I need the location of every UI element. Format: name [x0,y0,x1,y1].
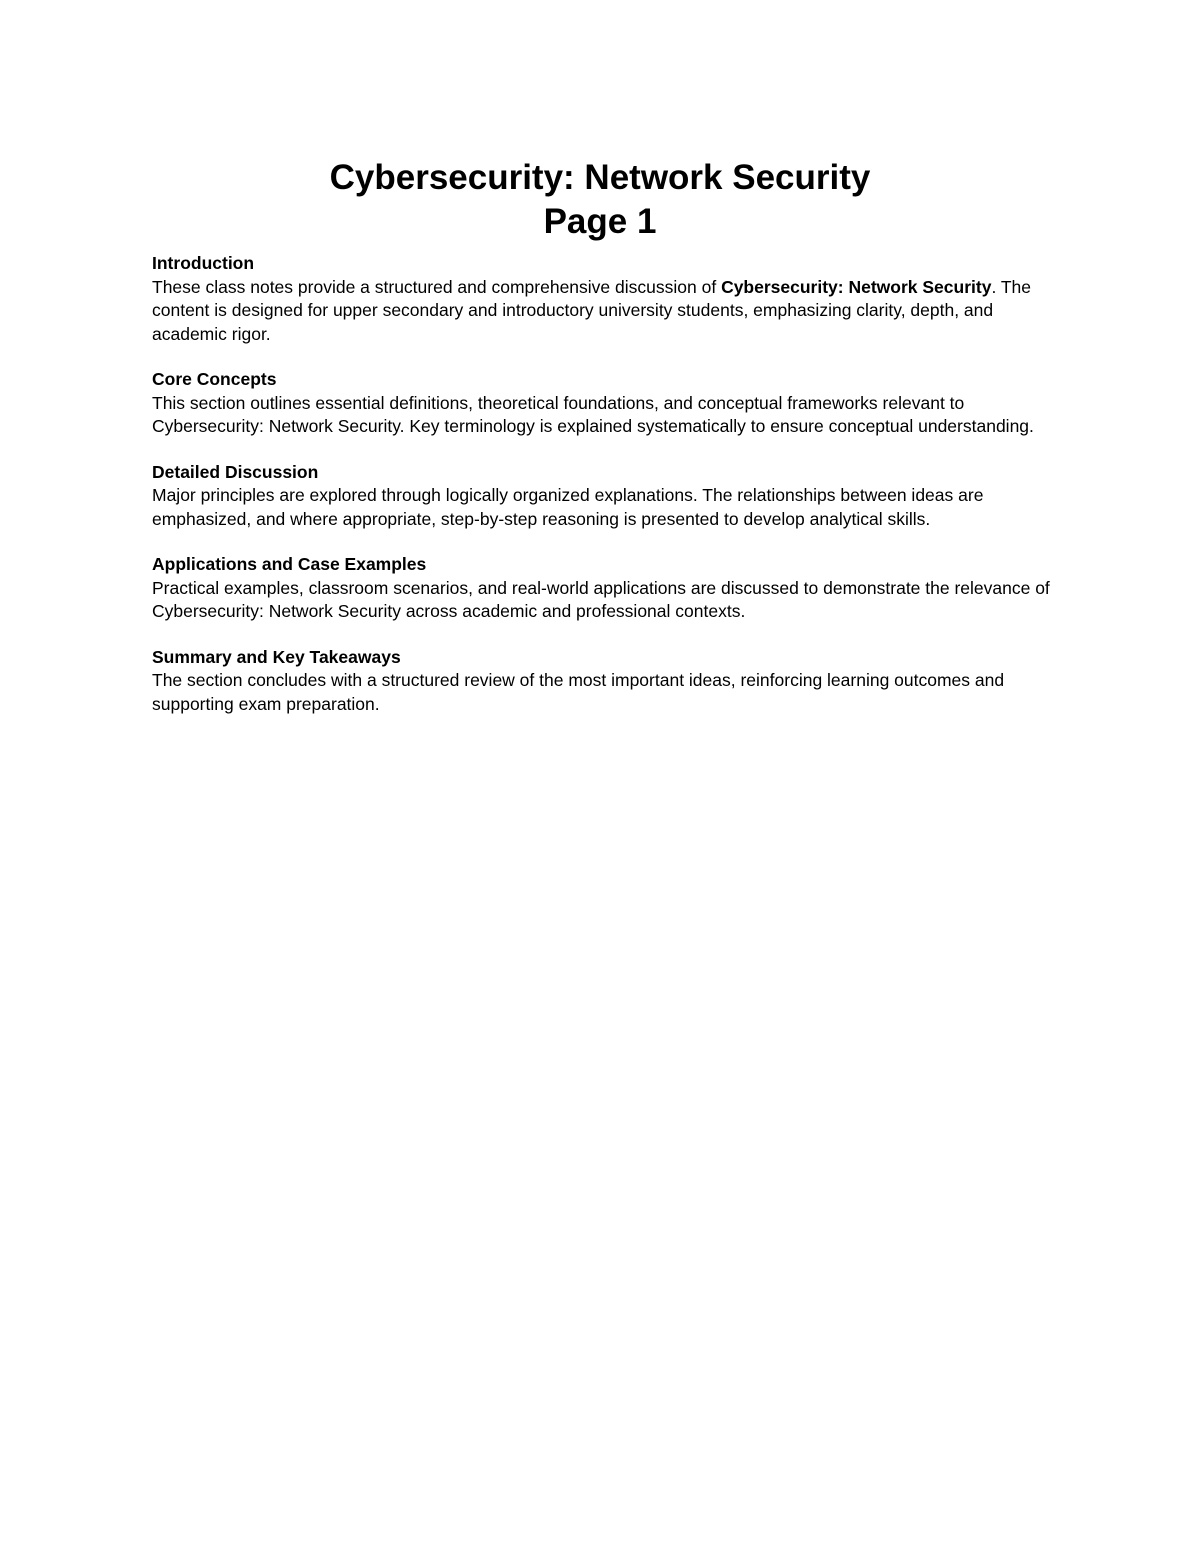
section-heading: Detailed Discussion [152,461,319,482]
page-label: Page 1 [543,202,657,241]
body-text: . The content is designed for upper secondary and introductory university students, emphasizing clarity, depth, and academic rigor. [152,276,1032,344]
bold-term: Cybersecurity: Network Security [721,276,992,297]
section-heading: Applications and Case Examples [152,554,427,574]
body-text: These class notes provide a structured and comprehensive discussion of [152,276,722,297]
section-summary [152,646,1052,717]
section-applications [152,553,1052,624]
section-core-concepts [152,368,1052,439]
section-heading: Core Concepts [152,369,277,389]
section-body: The section concludes with a structured review of the most important ideas, reinforcing learning outcomes and supporting exam preparation. [152,670,1005,714]
document-title: Cybersecurity: Network Security [329,158,871,197]
section-body [152,276,1052,347]
section-detailed-discussion [152,461,1052,532]
section-heading: Introduction [152,253,255,273]
section-body: Major principles are explored through logically organized explanations. The relationships between ideas are emphasized, and where appropriate, step-by-step reasoning is presented to develop analytical skills. [152,485,984,529]
section-body: This section outlines essential definitions, theoretical foundations, and conceptual frameworks relevant to Cybersecurity: Network Security. Key terminology is explained systematically to ensure conceptual understanding. [152,392,1034,436]
section-heading: Summary and Key Takeaways [152,646,401,667]
document-content [152,252,1052,738]
title-block [0,156,1200,244]
section-introduction [152,252,1052,346]
section-body: Practical examples, classroom scenarios, and real-world applications are discussed to demonstrate the relevance of Cybersecurity: Network Security across academic and professional contexts. [152,577,1050,621]
